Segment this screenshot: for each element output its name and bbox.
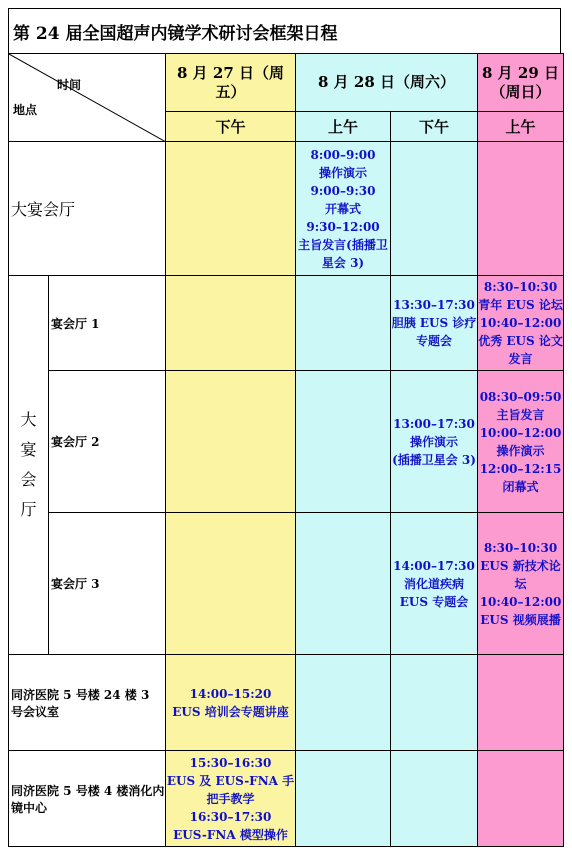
event-line: 10:40–12:00 <box>479 316 562 330</box>
cell-empty <box>166 142 296 276</box>
event-line: EUS 及 EUS-FNA 手把手教学 <box>166 773 295 806</box>
event-line: 8:00–9:00 <box>310 147 376 162</box>
cell-empty <box>296 655 391 751</box>
event-line: 12:00–12:15 <box>479 461 562 476</box>
event-line: 8:30–10:30 <box>483 540 558 555</box>
event-cell <box>391 513 478 655</box>
cell-empty <box>391 655 478 751</box>
period-sat-am: 上午 <box>296 112 391 142</box>
date-fri: 8 月 27 日（周五） <box>166 54 296 112</box>
event-line: EUS-FNA 模型操作 <box>173 827 288 842</box>
location-room1: 宴会厅 1 <box>49 276 166 371</box>
cell-empty <box>296 371 391 513</box>
cell-empty <box>391 142 478 276</box>
event-cell <box>296 142 391 276</box>
vertical-char: 厅 <box>20 500 37 519</box>
event-line: 13:00–17:30 <box>393 416 475 431</box>
event-cell <box>478 513 564 655</box>
location-room2: 宴会厅 2 <box>49 371 166 513</box>
event-line: 消化道疾病 EUS 专题会 <box>399 576 469 609</box>
event-line: 10:40–12:00 <box>479 594 562 609</box>
cell-empty <box>296 276 391 371</box>
event-cell <box>478 371 564 513</box>
vertical-text <box>9 405 48 525</box>
cell-empty <box>478 142 564 276</box>
cell-empty <box>166 371 296 513</box>
location-tongji-4f: 同济医院 5 号楼 4 楼消化内镜中心 <box>9 751 166 847</box>
cell-empty <box>478 655 564 751</box>
vertical-char: 宴 <box>20 440 37 459</box>
event-line: 操作演示 <box>496 443 545 458</box>
date-sat: 8 月 28 日（周六） <box>296 54 478 112</box>
event-line: 优秀 EUS 论文发言 <box>478 334 563 366</box>
date-sun: 8 月 29 日（周日） <box>478 54 564 112</box>
cell-empty <box>166 513 296 655</box>
corner-header <box>9 54 166 142</box>
location-tongji-24f: 同济医院 5 号楼 24 楼 3 号会议室 <box>9 655 166 751</box>
period-fri-pm: 下午 <box>166 112 296 142</box>
event-line: 14:00–17:30 <box>393 558 475 573</box>
event-line: 13:30–17:30 <box>393 298 475 312</box>
event-line: 10:00–12:00 <box>479 425 562 440</box>
event-line: 青年 EUS 论坛 <box>478 298 563 312</box>
cell-empty <box>391 751 478 847</box>
event-cell <box>391 371 478 513</box>
event-line: 主旨发言(插播卫星会 3) <box>298 237 388 270</box>
vertical-char: 会 <box>20 470 37 489</box>
event-line: 8:30–10:30 <box>483 280 558 294</box>
schedule-table <box>8 53 564 847</box>
event-cell <box>478 276 564 371</box>
cell-empty <box>296 513 391 655</box>
event-line: 闭幕式 <box>502 479 539 494</box>
event-cell <box>166 655 296 751</box>
event-line: 15:30–16:30 <box>189 755 272 770</box>
time-label: 时间 <box>57 78 82 92</box>
page-title: 第 24 届全国超声内镜学术研讨会框架日程 <box>8 8 561 54</box>
event-line: 9:00–9:30 <box>310 183 376 198</box>
event-line: 操作演示 <box>410 434 459 449</box>
event-line: EUS 视频展播 <box>480 612 561 627</box>
event-line: 开幕式 <box>324 201 361 216</box>
event-line: EUS 培训会专题讲座 <box>172 704 289 719</box>
diagonal-divider <box>9 54 166 142</box>
event-line: 14:00–15:20 <box>189 686 272 701</box>
cell-empty <box>296 751 391 847</box>
event-cell <box>166 751 296 847</box>
event-line: 胆胰 EUS 诊疗专题会 <box>391 316 477 348</box>
event-cell <box>391 276 478 371</box>
location-hall: 大宴会厅 <box>9 142 166 276</box>
location-group-label <box>9 276 49 655</box>
event-line: 主旨发言 <box>496 407 545 422</box>
period-sun-am: 上午 <box>478 112 564 142</box>
cell-empty <box>166 276 296 371</box>
cell-empty <box>478 751 564 847</box>
location-room3: 宴会厅 3 <box>49 513 166 655</box>
event-line: 16:30–17:30 <box>189 809 272 824</box>
event-line: (插播卫星会 3) <box>392 452 476 467</box>
event-line: 08:30–09:50 <box>479 389 562 404</box>
event-line: 操作演示 <box>318 165 367 180</box>
period-sat-pm: 下午 <box>391 112 478 142</box>
event-line: EUS 新技术论坛 <box>480 558 561 591</box>
event-line: 9:30–12:00 <box>306 219 380 234</box>
place-label: 地点 <box>13 103 38 117</box>
vertical-char: 大 <box>20 410 37 429</box>
